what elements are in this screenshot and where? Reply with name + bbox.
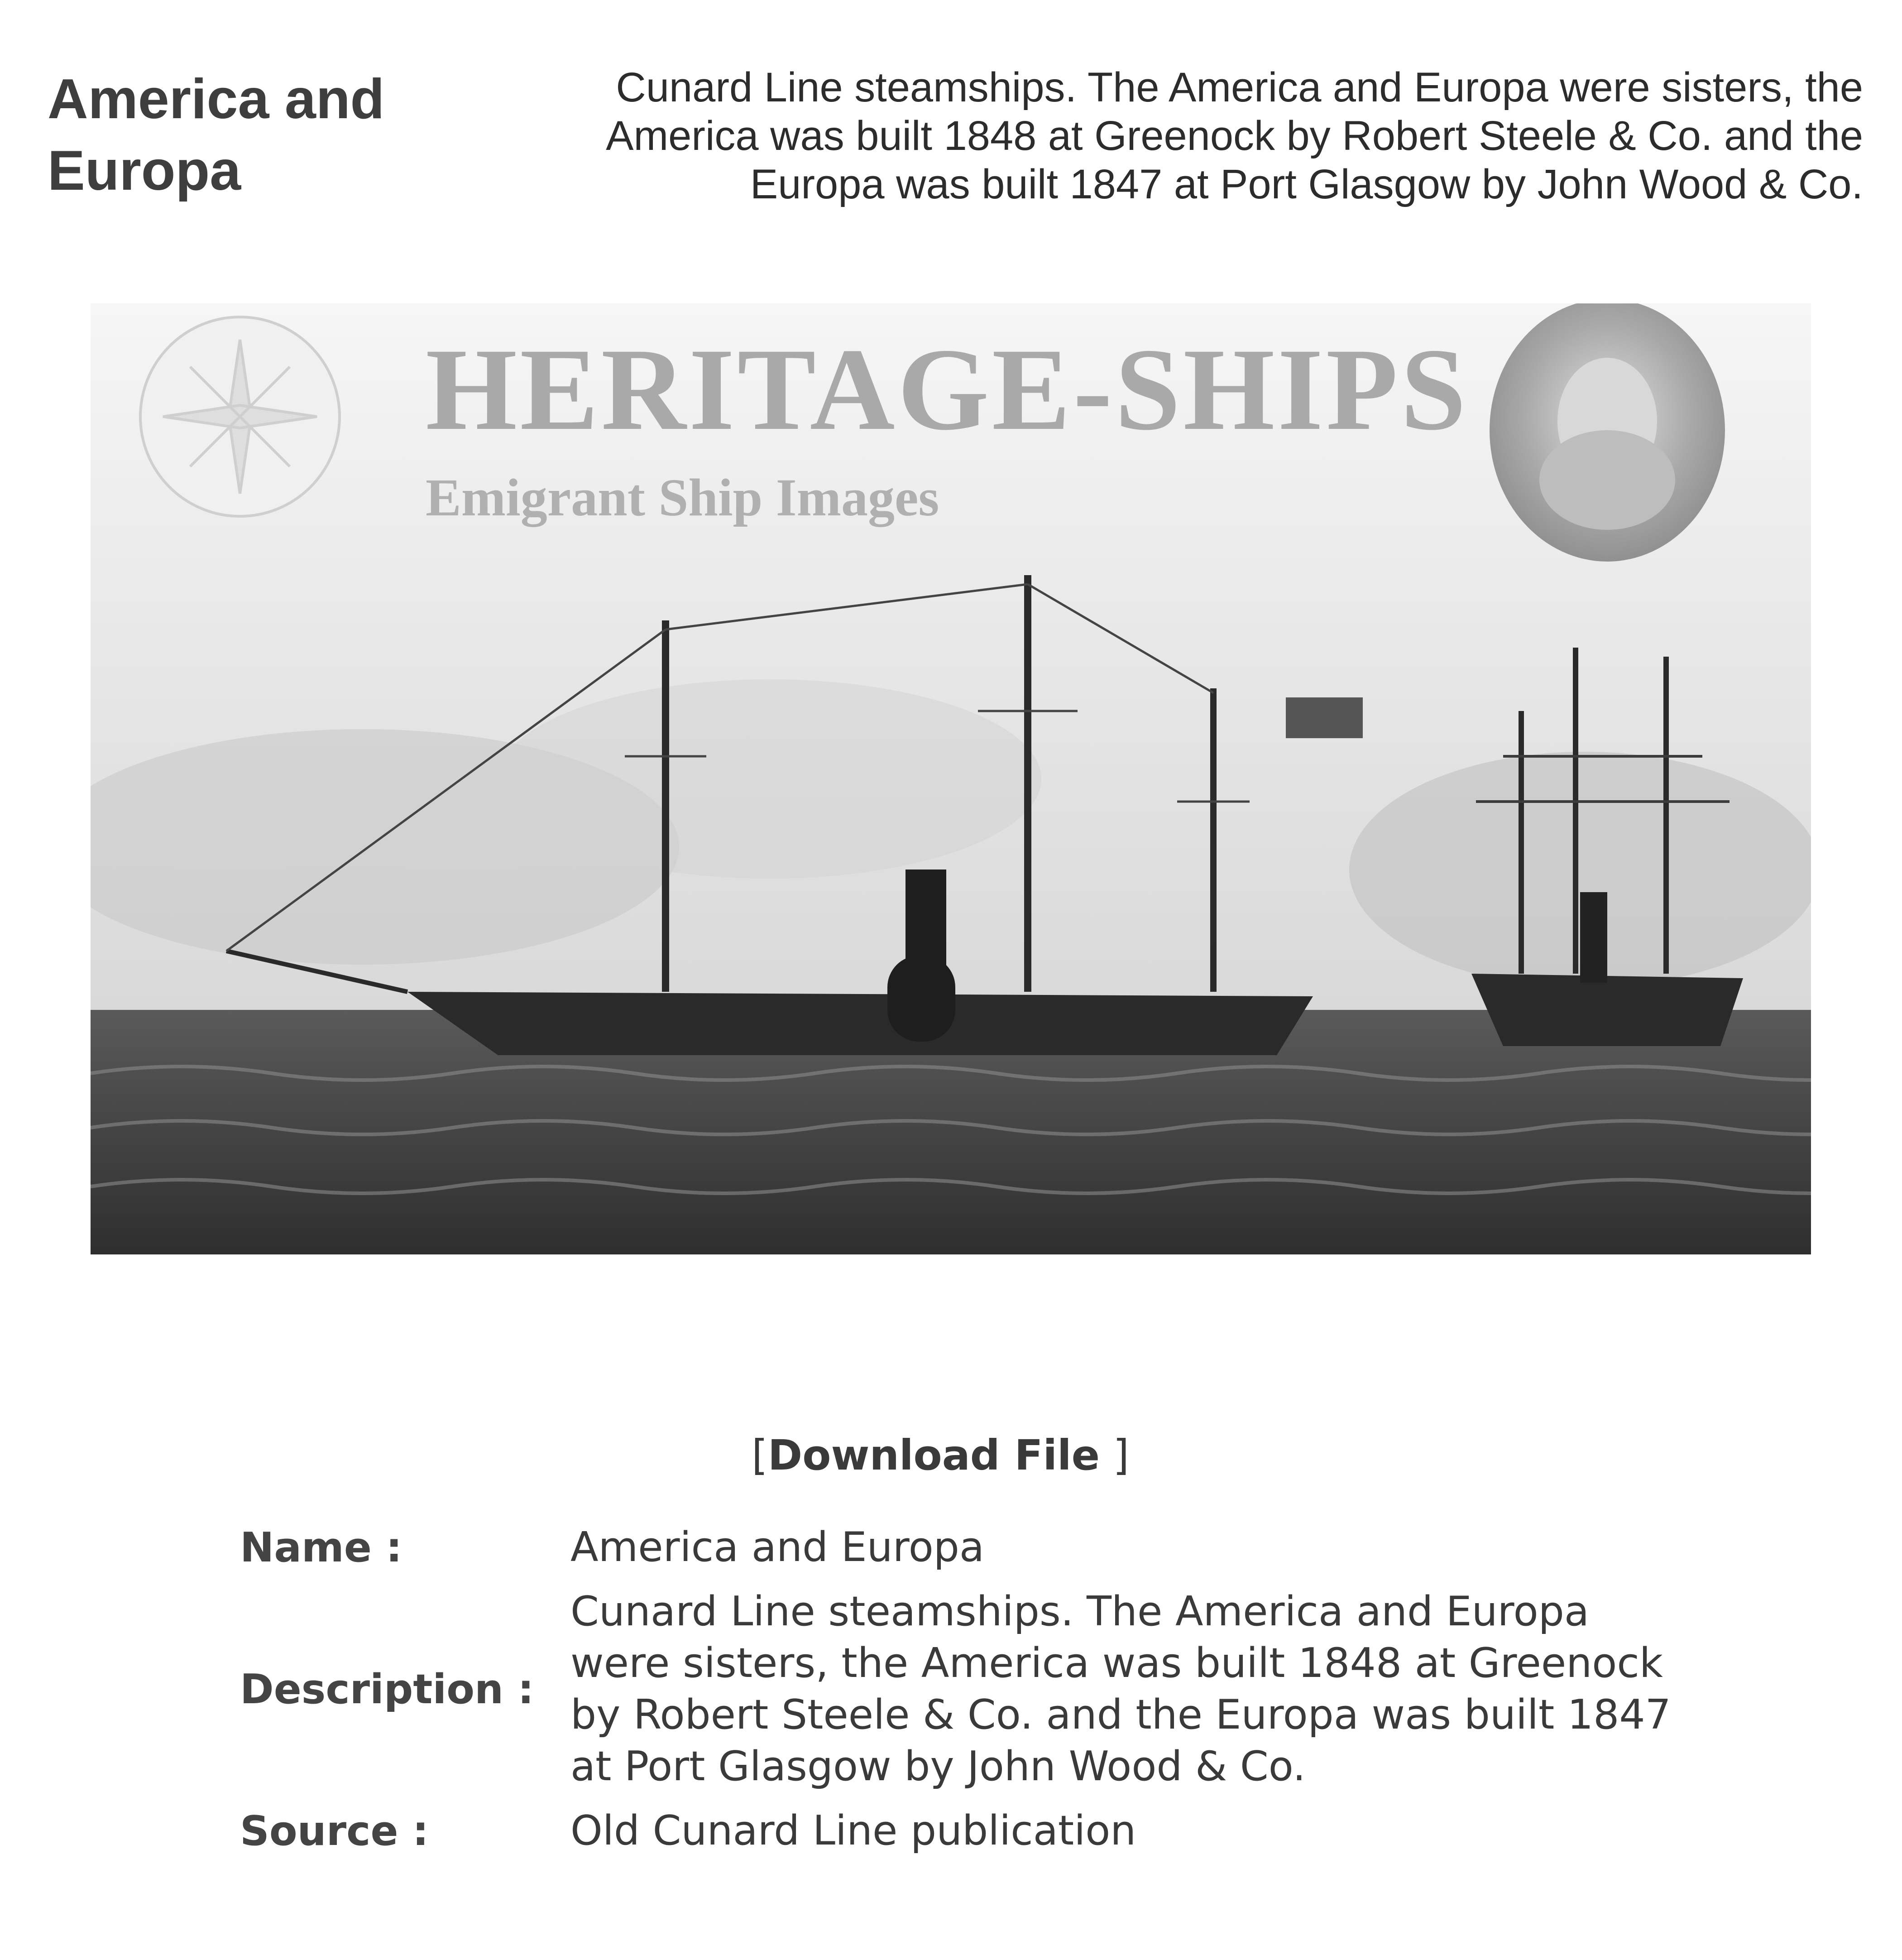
name-value: America and Europa: [570, 1523, 985, 1571]
name-row: [240, 1522, 1689, 1573]
source-label: Source :: [240, 1807, 429, 1855]
bracket-open: [: [752, 1431, 768, 1480]
download-line: [752, 1431, 1129, 1480]
description-row: [240, 1586, 1689, 1792]
description-value: Cunard Line steamships. The America and Europa were sisters, the America was built 1848 at Greenock by Robert Steele & Co. and the Europa was built 1847 at Port Glasgow by John Wood & Co.: [570, 1588, 1671, 1790]
summary-text: Cunard Line steamships. The America and Europa were sisters, the America was built 1848 at Greenock by Robert Steele & Co. and the Europa was built 1847 at Port Glasgow by John Wood & Co.: [606, 64, 1863, 207]
compass-rose-icon: [140, 317, 340, 516]
ship-image: [91, 303, 1811, 1254]
banner-subtitle: Emigrant Ship Images: [426, 468, 939, 527]
details-table: [240, 1522, 1689, 1869]
name-label: Name :: [240, 1523, 402, 1571]
source-value: Old Cunard Line publication: [570, 1807, 1136, 1854]
description-label: Description :: [240, 1665, 534, 1713]
download-file-link[interactable]: Download File: [767, 1431, 1100, 1480]
portrait-medallion: [1490, 303, 1725, 562]
bracket-close: ]: [1100, 1431, 1130, 1480]
banner-title: HERITAGE-SHIPS: [426, 324, 1469, 455]
page-title: America and Europa: [48, 68, 385, 202]
source-row: [240, 1805, 1689, 1857]
